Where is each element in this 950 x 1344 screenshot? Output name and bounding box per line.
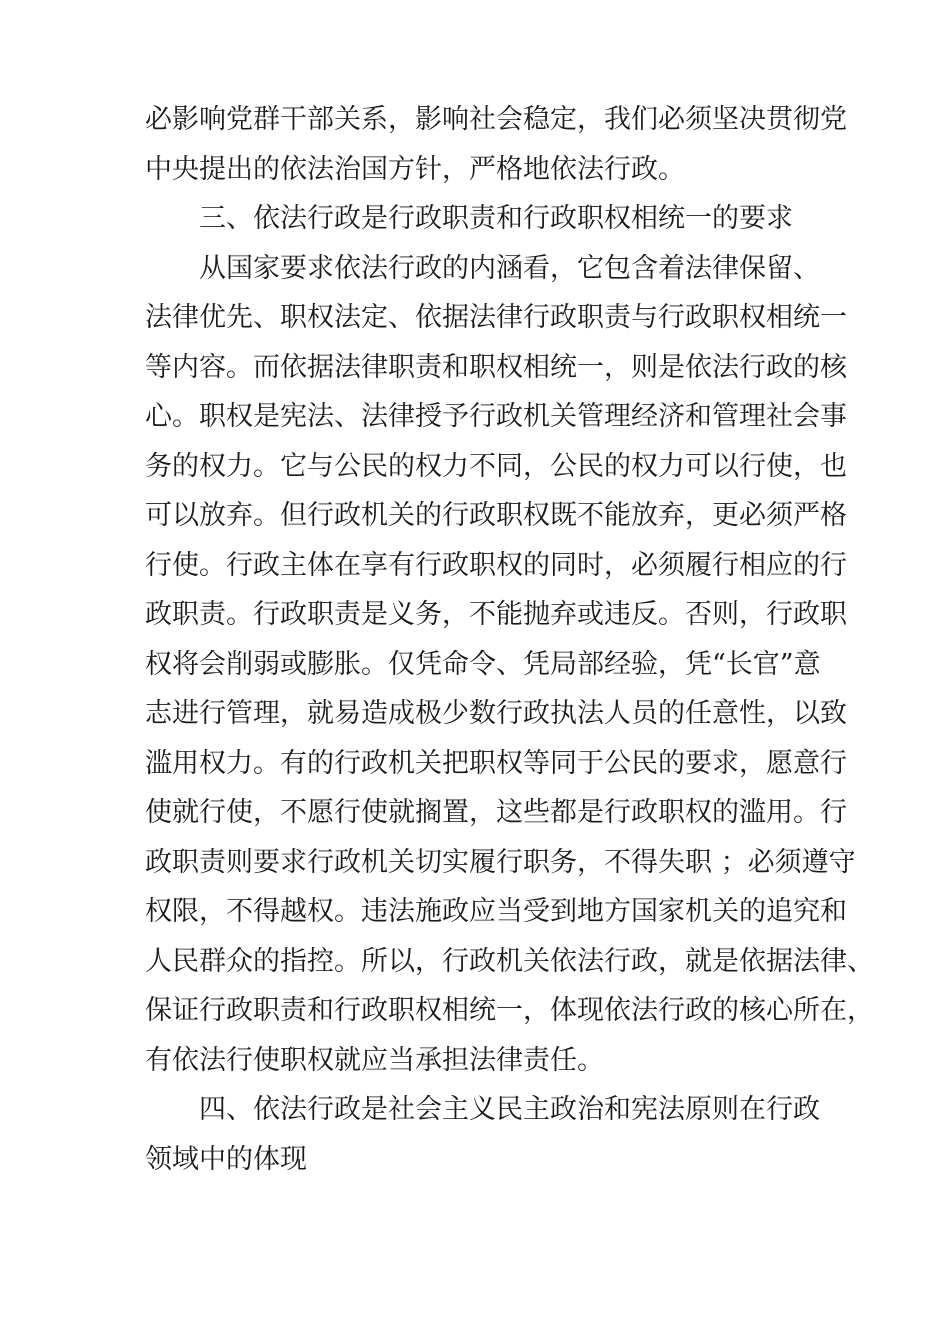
document-body (145, 95, 874, 1184)
paragraph-line: 中央提出的依法治国方针，严格地依法行政。 (145, 153, 685, 185)
section-heading-4-continued: 领域中的体现 (145, 1143, 307, 1175)
paragraph-line: 心。职权是宪法、法律授予行政机关管理经济和管理社会事 (145, 401, 847, 432)
paragraph-line: 滥用权力。有的行政机关把职权等同于公民的要求，愿意行 (145, 747, 847, 779)
section-heading-4: 四、依法行政是社会主义民主政治和宪法原则在行政 (199, 1094, 820, 1125)
paragraph-line: 从国家要求依法行政的内涵看，它包含着法律保留、 (199, 252, 820, 284)
section-heading-3: 三、依法行政是行政职责和行政职权相统一的要求 (199, 203, 793, 234)
paragraph-line: 政职责。行政职责是义务，不能抛弃或违反。否则，行政职 (145, 599, 847, 630)
paragraph-line: 权将会削弱或膨胀。仅凭命令、凭局部经验，凭“长官”意 (145, 648, 821, 680)
paragraph-line: 行使。行政主体在享有行政职权的同时，必须履行相应的行 (145, 549, 847, 581)
paragraph-line: 法律优先、职权法定、依据法律行政职责与行政职权相统一 (145, 302, 847, 333)
paragraph-line: 可以放弃。但行政机关的行政职权既不能放弃，更必须严格 (145, 500, 847, 531)
paragraph-line: 使就行使，不愿行使就搁置，这些都是行政职权的滥用。行 (145, 797, 847, 828)
paragraph-line: 志进行管理，就易造成极少数行政执法人员的任意性，以致 (145, 698, 847, 729)
paragraph-line: 政职责则要求行政机关切实履行职务，不得失职 ；必须遵守 (145, 846, 856, 878)
paragraph-line: 人民群众的指控。所以，行政机关依法行政，就是依据法律、 (145, 945, 874, 977)
paragraph-line: 务的权力。它与公民的权力不同，公民的权力可以行使，也 (145, 450, 847, 482)
paragraph-line: 有依法行使职权就应当承担法律责任。 (145, 1044, 604, 1076)
paragraph-line: 保证行政职责和行政职权相统一，体现依法行政的核心所在， (145, 995, 874, 1026)
paragraph-line: 必影响党群干部关系，影响社会稳定，我们必须坚决贯彻党 (145, 104, 847, 135)
paragraph-line: 等内容。而依据法律职责和职权相统一，则是依法行政的核 (145, 351, 847, 383)
paragraph-line: 权限，不得越权。违法施政应当受到地方国家机关的追究和 (145, 896, 847, 927)
